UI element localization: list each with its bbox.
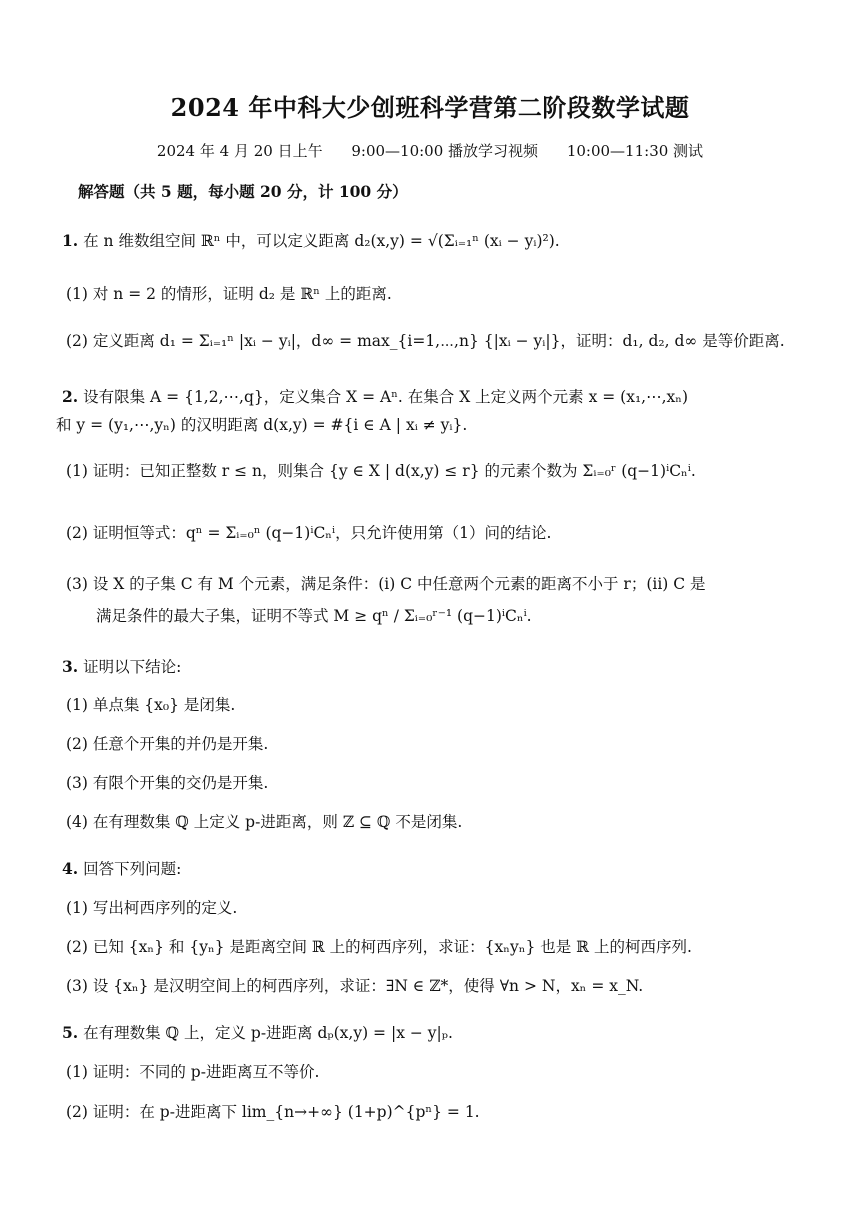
q3-part2: (2) 任意个开集的并仍是开集. xyxy=(66,735,269,753)
q5-part1: (1) 证明：不同的 p-进距离互不等价. xyxy=(66,1063,320,1081)
q2-part3-line1: (3) 设 X 的子集 C 有 M 个元素，满足条件：(i) C 中任意两个元素的距离不小于 r；(ii) C 是 xyxy=(66,575,706,593)
exam-date: 2024 年 4 月 20 日上午 xyxy=(156,142,323,160)
question-number: 2. xyxy=(62,387,79,406)
q1-part2: (2) 定义距离 d₁ = Σᵢ₌₁ⁿ |xᵢ − yᵢ|，d∞ = max_{i=1,⋯,n} {|xᵢ − yᵢ|}，证明：d₁, d₂, d∞ 是等价距离. xyxy=(66,332,785,350)
exam-schedule xyxy=(0,140,860,161)
q2-stem-line2: 和 y = (y₁,⋯,yₙ) 的汉明距离 d(x,y) = #{i ∈ A | xᵢ ≠ yᵢ}. xyxy=(56,416,468,434)
q3-part3: (3) 有限个开集的交仍是开集. xyxy=(66,774,269,792)
question-number: 3. xyxy=(62,657,79,676)
q4-stem: 4. 回答下列问题: xyxy=(62,859,182,878)
q1-stem: 1. 在 n 维数组空间 ℝⁿ 中，可以定义距离 d₂(x,y) = √(Σᵢ₌₁ⁿ (xᵢ − yᵢ)²). xyxy=(62,231,560,250)
q2-part1: (1) 证明：已知正整数 r ≤ n，则集合 {y ∈ X | d(x,y) ≤ r} 的元素个数为 Σᵢ₌₀ʳ (q−1)ⁱCₙⁱ. xyxy=(66,462,696,480)
q3-part1: (1) 单点集 {x₀} 是闭集. xyxy=(66,696,236,714)
q4-part3: (3) 设 {xₙ} 是汉明空间上的柯西序列，求证：∃N ∈ ℤ*，使得 ∀n > N，xₙ = x_N. xyxy=(66,977,644,995)
q2-part2: (2) 证明恒等式：qⁿ = Σᵢ₌₀ⁿ (q−1)ⁱCₙⁱ，只允许使用第（1）问的结论. xyxy=(66,524,552,542)
question-number: 5. xyxy=(62,1023,79,1042)
q3-part4: (4) 在有理数集 ℚ 上定义 p-进距离，则 ℤ ⊆ ℚ 不是闭集. xyxy=(66,813,463,831)
session-test: 10:00—11:30 测试 xyxy=(566,142,704,160)
question-number: 1. xyxy=(62,231,79,250)
q4-part1: (1) 写出柯西序列的定义. xyxy=(66,899,238,917)
q4-part2: (2) 已知 {xₙ} 和 {yₙ} 是距离空间 ℝ 上的柯西序列，求证：{xₙyₙ} 也是 ℝ 上的柯西序列. xyxy=(66,938,692,956)
q5-stem: 5. 在有理数集 ℚ 上，定义 p-进距离 dₚ(x,y) = |x − y|ₚ. xyxy=(62,1023,453,1042)
q2-stem-line1: 2. 设有限集 A = {1,2,⋯,q}，定义集合 X = Aⁿ. 在集合 X 上定义两个元素 x = (x₁,⋯,xₙ) xyxy=(62,387,689,406)
q1-part1: (1) 对 n = 2 的情形，证明 d₂ 是 ℝⁿ 上的距离. xyxy=(66,285,392,303)
q3-stem: 3. 证明以下结论: xyxy=(62,657,182,676)
session-video: 9:00—10:00 播放学习视频 xyxy=(351,142,539,160)
section-header: 解答题（共 5 题，每小题 20 分，计 100 分） xyxy=(78,182,408,201)
question-number: 4. xyxy=(62,859,79,878)
q2-part3-line2: 满足条件的最大子集，证明不等式 M ≥ qⁿ / Σᵢ₌₀ʳ⁻¹ (q−1)ⁱCₙⁱ. xyxy=(96,607,532,625)
exam-title: 2024 年中科大少创班科学营第二阶段数学试题 xyxy=(170,93,690,122)
q5-part2: (2) 证明：在 p-进距离下 lim_{n→+∞} (1+p)^{pⁿ} = 1. xyxy=(66,1103,480,1121)
